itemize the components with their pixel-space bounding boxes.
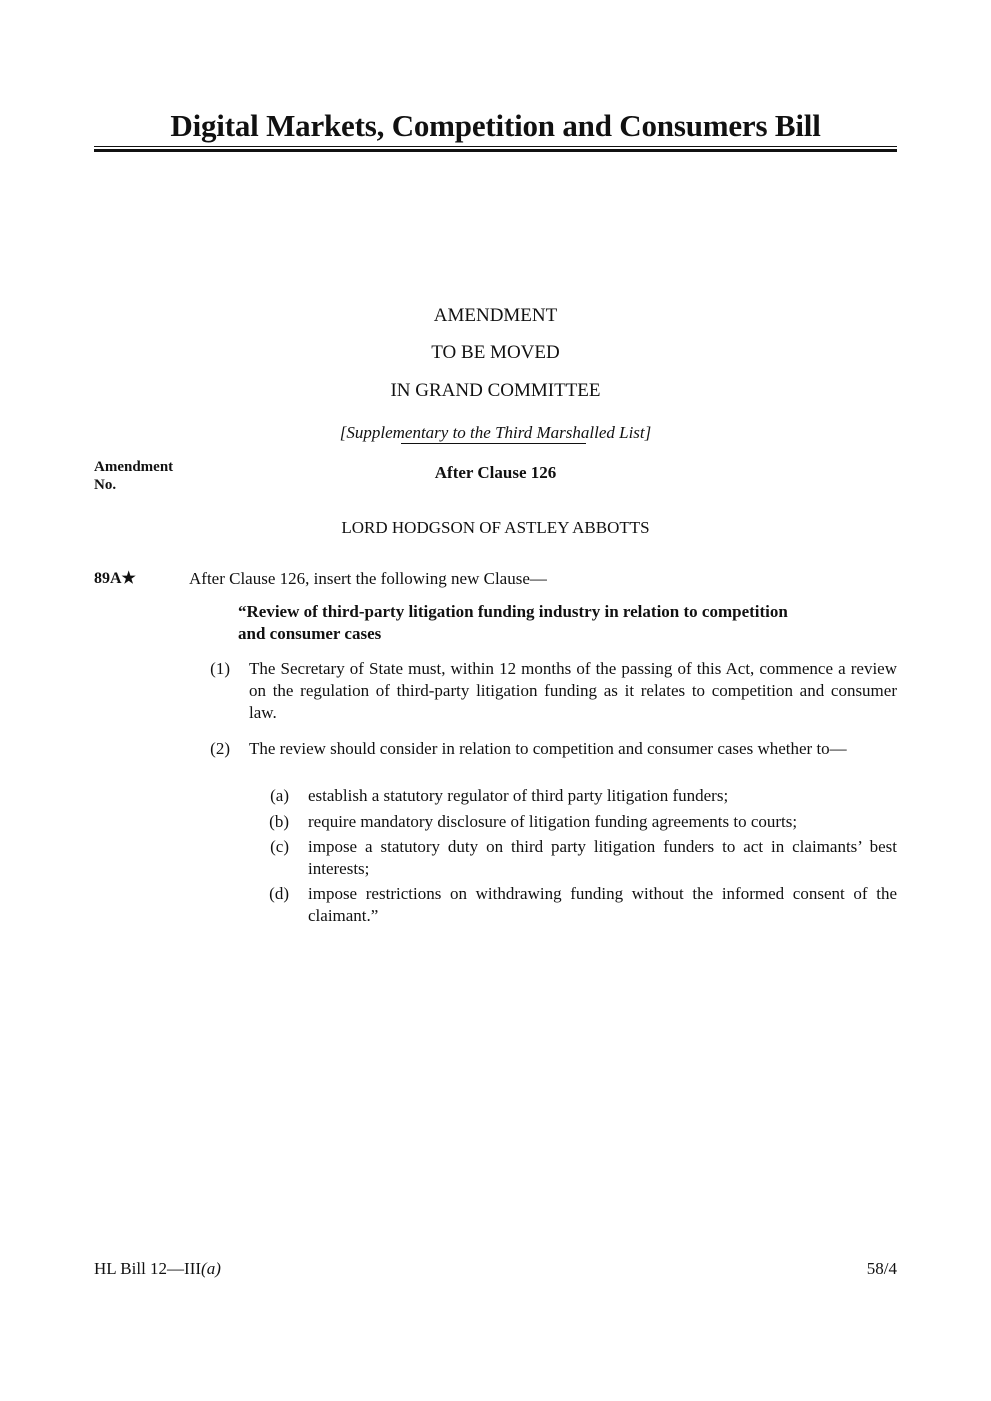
paragraph-d-text: impose restrictions on withdrawing funding without the informed consent of the claimant.” [308, 884, 897, 925]
mover-name: LORD HODGSON OF ASTLEY ABBOTTS [341, 518, 650, 537]
subsection-1-text: The Secretary of State must, within 12 months of the passing of this Act, commence a review on the regulation of third-party litigation funding as it relates to competition and consumer law. [249, 659, 897, 722]
preamble-amendment: AMENDMENT [433, 305, 558, 326]
title-rule-thin [94, 146, 897, 147]
paragraph-c-text: impose a statutory duty on third party litigation funders to act in claimants’ best interests; [308, 837, 897, 878]
subsection-2-text: The review should consider in relation to competition and consumer cases whether to— [249, 739, 847, 758]
amendment-number: 89A★ [94, 570, 136, 587]
amendment-instruction: After Clause 126, insert the following new Clause— [189, 569, 547, 588]
amendment-no-label-line2: No. [94, 477, 117, 493]
preamble-to-be-moved: TO BE MOVED [431, 342, 560, 363]
preamble-supplementary: [Supplementary to the Third Marshalled List] [339, 423, 652, 442]
document-title: Digital Markets, Competition and Consumers Bill [170, 108, 821, 143]
preamble-grand-committee: IN GRAND COMMITTEE [390, 380, 601, 401]
section-heading: After Clause 126 [434, 463, 557, 482]
new-clause-heading-line2: and consumer cases [238, 624, 382, 643]
footer-page-reference: 58/4 [866, 1259, 897, 1278]
paragraph-a-label: (a) [270, 786, 289, 805]
amendment-no-label-line1: Amendment [94, 459, 174, 475]
supplementary-rule [401, 443, 586, 444]
new-clause-heading-line1: “Review of third-party litigation funding industry in relation to competition [238, 602, 788, 621]
paragraph-a-text: establish a statutory regulator of third party litigation funders; [308, 786, 729, 805]
subsection-2-label: (2) [210, 739, 230, 758]
title-rule-thick [94, 149, 897, 152]
paragraph-b-text: require mandatory disclosure of litigation funding agreements to courts; [308, 812, 798, 831]
paragraph-c-label: (c) [270, 837, 289, 856]
new-clause-heading [238, 601, 897, 645]
footer-bill-reference [94, 1258, 221, 1280]
paragraph-b-label: (b) [269, 812, 289, 831]
paragraph-d-label: (d) [269, 884, 289, 903]
footer-bill-reference-prefix: HL Bill 12—III [94, 1259, 202, 1278]
footer-bill-reference-suffix: (a) [201, 1259, 221, 1278]
subsection-1-label: (1) [210, 659, 230, 678]
